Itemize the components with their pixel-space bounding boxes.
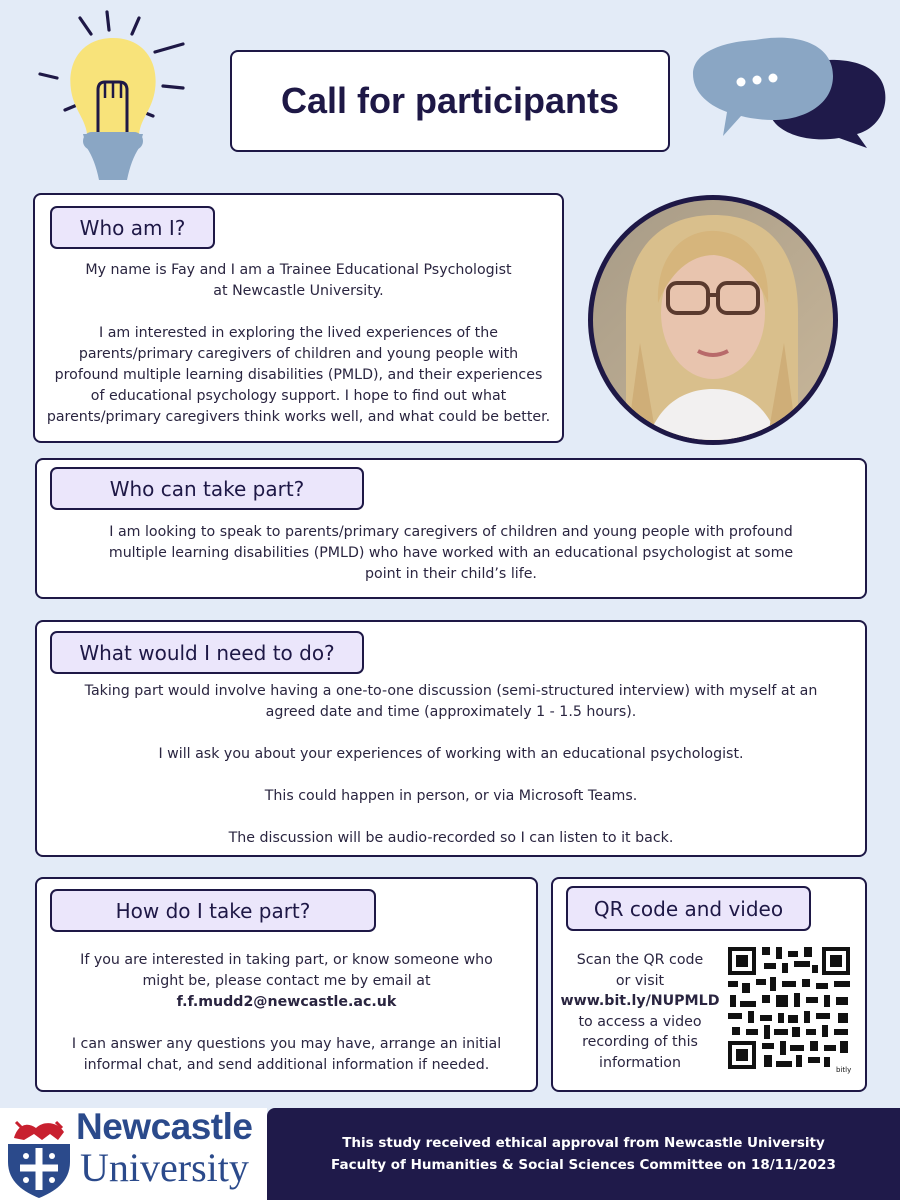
who-am-i-text: My name is Fay and I am a Trainee Educational Psychologist at Newcastle University. I am interested in exploring the lived experiences of the parents/primary caregivers of children and young people with profound multiple learning disabilities (PMLD), and their experiences of educational psychology support. I hope to find out what parents/primary caregivers think works well, and what could be better. — [46, 262, 551, 425]
speech-bubbles-icon — [685, 30, 900, 155]
contact-email[interactable]: f.f.mudd2@newcastle.ac.uk — [176, 994, 397, 1010]
ethics-line-2: Faculty of Humanities & Social Sciences Committee on 18/11/2023 — [331, 1157, 836, 1173]
what-to-do-heading: What would I need to do? — [50, 631, 364, 674]
who-can-take-part-text: I am looking to speak to parents/primary caregivers of children and young people with profound multiple learning disabilities (PMLD) who have worked with an educational psychologist at some point in their child’s life. — [108, 524, 794, 582]
ethics-footer — [267, 1108, 900, 1200]
ethics-line-1: This study received ethical approval from Newcastle University — [342, 1135, 825, 1151]
video-link[interactable]: www.bit.ly/NUPMLD — [560, 993, 720, 1009]
portrait-photo — [586, 193, 840, 447]
logo-word-university: University — [80, 1145, 249, 1190]
lightbulb-icon — [35, 10, 195, 190]
qr-text: Scan the QR code or visit www.bit.ly/NUPMLD to access a video recording of this information — [556, 950, 724, 1073]
page-title: Call for participants — [280, 80, 620, 121]
who-am-i-heading: Who am I? — [50, 206, 215, 249]
qr-code[interactable] — [726, 945, 852, 1075]
how-take-part-heading: How do I take part? — [50, 889, 376, 932]
bitly-label: bitly — [836, 1066, 852, 1074]
how-take-part-text: If you are interested in taking part, or know someone who might be, please contact me by email at f.f.mudd2@newcastle.ac.uk I can answer any questions you may have, arrange an initial informal chat, and send additional information if needed. — [38, 950, 535, 1076]
what-to-do-text: Taking part would involve having a one-to-one discussion (semi-structured interview) with myself at an agreed date and time (approximately 1 - 1.5 hours). I will ask you about your experiences of working with an educational psychologist. This could happen in person, or via Microsoft Teams. The discussion will be audio-recorded so I can listen to it back. — [84, 683, 818, 846]
university-crest-icon — [6, 1114, 72, 1198]
qr-heading: QR code and video — [566, 886, 811, 931]
logo-word-newcastle: Newcastle — [76, 1106, 253, 1147]
who-can-take-part-heading: Who can take part? — [50, 467, 364, 510]
title-box — [230, 50, 670, 152]
